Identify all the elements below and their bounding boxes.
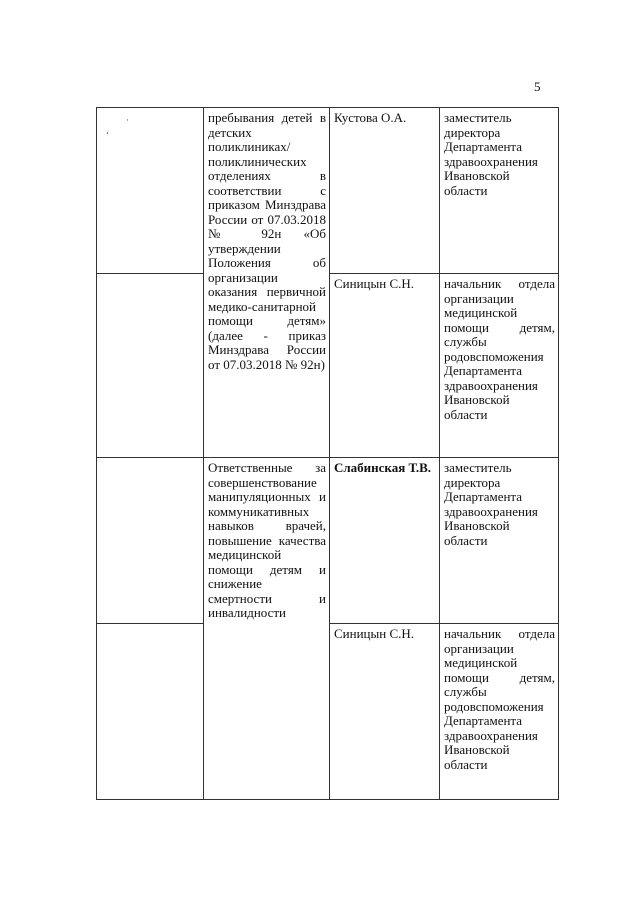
row4-col1-cell (97, 624, 204, 800)
row4-responsible-name: Синицын С.Н. (330, 624, 440, 800)
page-number: 5 (534, 79, 541, 94)
scan-speck-mark: ‘ (106, 130, 109, 140)
row2-col1-cell (97, 274, 204, 458)
table-row (97, 458, 559, 624)
row3-col2-description: Ответственные за совершенствование манипуляционных и коммуникативных навыков врачей, повышение качества медицинской помощи детям и снижение смертности и инвалидности (204, 458, 330, 800)
row3-responsible-name: Слабинская Т.В. (330, 458, 440, 624)
row1-col2-description: пребывания детей в детских поликлиниках/поликлинических отделениях в соответствии с приказом Минздрава России от 07.03.2018 № 92н «Об утверждении Положения об организации оказания первичной медико-санитарной помощи детям» (далее - приказ Минздрава России от 07.03.2018 № 92н) (204, 108, 330, 458)
row3-col1-cell (97, 458, 204, 624)
row1-col1-cell (97, 108, 204, 274)
row1-position: заместитель директора Департамента здравоохранения Ивановской области (440, 108, 559, 274)
responsibility-table (96, 107, 559, 800)
table-row (97, 108, 559, 274)
scan-speck-mark: · (126, 115, 129, 125)
row1-responsible-name: Кустова О.А. (330, 108, 440, 274)
row2-responsible-name: Синицын С.Н. (330, 274, 440, 458)
row2-position: начальник отдела организации медицинской помощи детям, службы родовспоможения Департамента здравоохранения Ивановской области (440, 274, 559, 458)
row4-position: начальник отдела организации медицинской помощи детям, службы родовспоможения Департамента здравоохранения Ивановской области (440, 624, 559, 800)
row3-position: заместитель директора Департамента здравоохранения Ивановской области (440, 458, 559, 624)
